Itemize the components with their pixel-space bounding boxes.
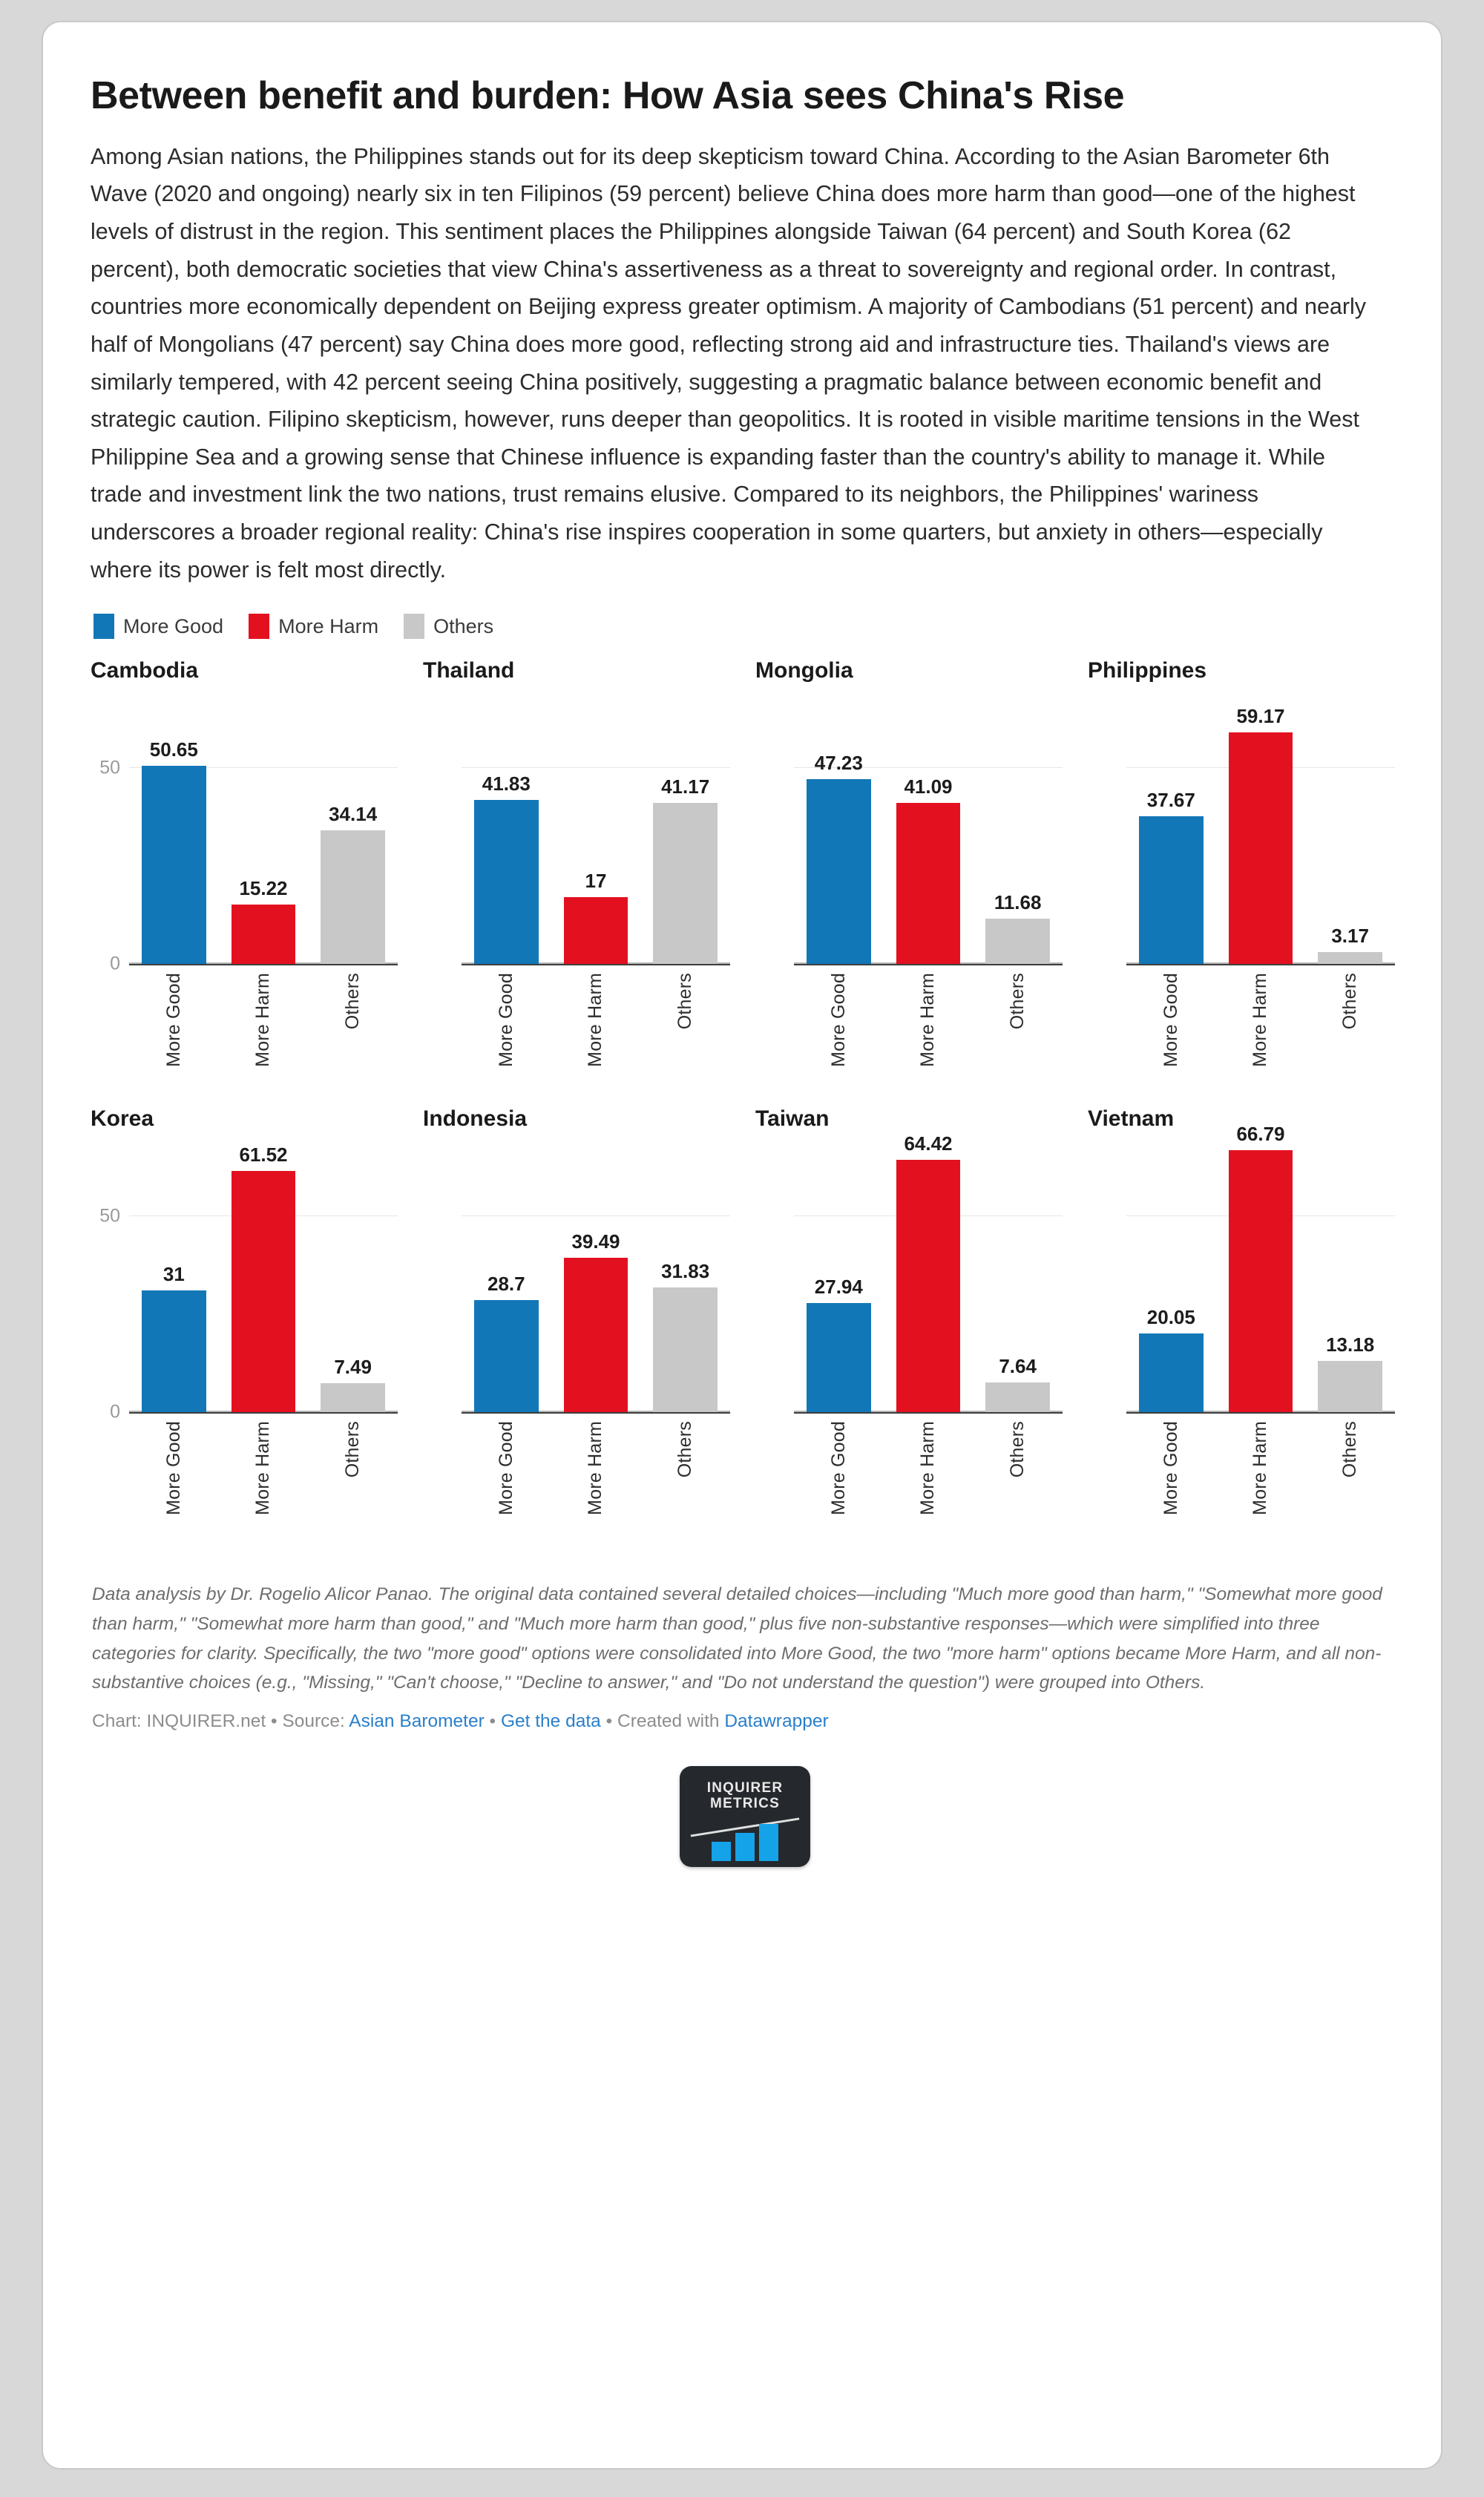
bar[interactable] bbox=[1139, 816, 1204, 964]
bar[interactable] bbox=[896, 1160, 961, 1413]
x-tick bbox=[1139, 973, 1204, 1099]
x-tick-label: More Good bbox=[1160, 1421, 1181, 1516]
x-tick bbox=[1229, 1421, 1293, 1547]
bar[interactable] bbox=[1318, 1361, 1382, 1413]
bar-value-label: 64.42 bbox=[904, 1132, 953, 1155]
x-axis bbox=[462, 1412, 730, 1547]
x-axis bbox=[129, 964, 398, 1099]
y-tick-label-0: 0 bbox=[110, 953, 120, 974]
x-tick-label: More Harm bbox=[585, 973, 606, 1068]
x-axis bbox=[1126, 1412, 1395, 1547]
legend-label: Others bbox=[433, 614, 494, 637]
chart-panel-philippines bbox=[1088, 658, 1398, 1099]
bar-column-more-good[interactable] bbox=[1139, 1138, 1204, 1412]
chart-panel-indonesia bbox=[423, 1106, 733, 1547]
bar-value-label: 39.49 bbox=[571, 1230, 620, 1253]
logo-bar-2 bbox=[735, 1833, 755, 1861]
footnote: Data analysis by Dr. Rogelio Alicor Panao. The original data contained several detailed choices—including "Much more good than harm," "Somewhat more good than harm," "Somewhat more harm than good," and "Much more harm than good," plus five non-substantive responses—which were simplified into three categories for clarity. Specifically, the two "more good" options were consolidated into More Good, the two "more harm" options became More Harm, and all non-substantive choices (e.g., "Missing," "Can't choose," "Decline to answer," and "Do not understand the question") were grouped into Others. bbox=[92, 1584, 1382, 1693]
credit-separator-2: • Created with bbox=[600, 1711, 725, 1732]
bar[interactable] bbox=[321, 830, 385, 964]
x-axis bbox=[794, 964, 1063, 1099]
logo-line-1: INQUIRER bbox=[706, 1780, 784, 1797]
x-tick-label: Others bbox=[342, 1421, 364, 1478]
x-tick-label: More Good bbox=[162, 1421, 184, 1516]
bar-column-more-good[interactable] bbox=[1139, 689, 1204, 964]
x-tick bbox=[321, 973, 385, 1099]
panel-title: Philippines bbox=[1088, 658, 1207, 683]
bar-column-others[interactable] bbox=[985, 1138, 1050, 1412]
x-tick bbox=[232, 973, 296, 1099]
legend-label: More Good bbox=[123, 614, 224, 637]
x-tick bbox=[985, 1421, 1050, 1547]
y-tick-label-50: 50 bbox=[99, 1205, 120, 1227]
x-tick-label: Others bbox=[1339, 973, 1361, 1030]
legend-swatch-icon bbox=[249, 614, 269, 639]
plot-area bbox=[462, 1138, 730, 1412]
legend-label: More Harm bbox=[278, 614, 379, 637]
bar-column-more-good[interactable] bbox=[474, 1138, 539, 1412]
bars-container bbox=[129, 1138, 398, 1412]
bar-value-label: 31.83 bbox=[661, 1260, 710, 1283]
bar-column-others[interactable] bbox=[321, 689, 385, 964]
bar-value-label: 20.05 bbox=[1146, 1306, 1195, 1329]
legend-item-more-harm[interactable] bbox=[249, 614, 378, 639]
bar-value-label: 47.23 bbox=[814, 751, 863, 774]
bar[interactable] bbox=[985, 1382, 1050, 1412]
x-tick-label: More Harm bbox=[917, 1421, 939, 1516]
datawrapper-link[interactable]: Datawrapper bbox=[724, 1711, 829, 1732]
logo-bar-1 bbox=[712, 1842, 731, 1861]
x-tick-label: Others bbox=[674, 1421, 696, 1478]
x-tick bbox=[474, 1421, 539, 1547]
bar-value-label: 41.09 bbox=[904, 775, 953, 798]
x-axis bbox=[1126, 964, 1395, 1099]
logo-line-2: METRICS bbox=[710, 1795, 780, 1811]
x-tick bbox=[1139, 1421, 1204, 1547]
plot-area bbox=[99, 1138, 398, 1423]
x-tick-label: Others bbox=[1007, 1421, 1028, 1478]
panel-title: Taiwan bbox=[755, 1106, 830, 1132]
panel-title: Korea bbox=[91, 1106, 154, 1132]
plot-area bbox=[1126, 1123, 1395, 1412]
bar[interactable] bbox=[653, 803, 718, 965]
bar-value-label: 37.67 bbox=[1146, 789, 1195, 812]
x-tick-label: Others bbox=[1007, 973, 1028, 1030]
x-tick bbox=[896, 973, 961, 1099]
x-tick-label: More Good bbox=[827, 973, 849, 1068]
bar-value-label: 17 bbox=[585, 870, 607, 893]
legend-swatch-icon bbox=[93, 614, 114, 639]
x-tick-label: More Good bbox=[495, 1421, 516, 1516]
chart-panel-taiwan bbox=[755, 1106, 1066, 1547]
bar-column-more-harm[interactable] bbox=[232, 689, 296, 964]
source-link[interactable]: Asian Barometer bbox=[349, 1711, 485, 1732]
inquirer-metrics-logo bbox=[680, 1766, 810, 1867]
x-tick bbox=[321, 1421, 385, 1547]
bar-column-more-harm[interactable] bbox=[896, 689, 961, 964]
logo-bar-chart-icon bbox=[680, 1818, 810, 1867]
bar-column-others[interactable] bbox=[1318, 1138, 1382, 1412]
bar[interactable] bbox=[142, 1290, 206, 1412]
legend bbox=[93, 614, 1398, 639]
panel-title: Mongolia bbox=[755, 658, 853, 683]
bar-column-others[interactable] bbox=[985, 689, 1050, 964]
x-axis bbox=[794, 1412, 1063, 1547]
bars-container bbox=[1126, 1123, 1395, 1412]
bar[interactable] bbox=[564, 1258, 628, 1413]
x-tick-label: Others bbox=[342, 973, 364, 1030]
x-tick bbox=[653, 973, 718, 1099]
bar-column-more-harm[interactable] bbox=[232, 1138, 296, 1412]
bar[interactable] bbox=[807, 1303, 871, 1413]
panel-title: Indonesia bbox=[423, 1106, 528, 1132]
chart-panel-cambodia bbox=[91, 658, 401, 1099]
bars-container bbox=[1126, 689, 1395, 964]
bar-column-more-good[interactable] bbox=[807, 1138, 871, 1412]
chart-panel-thailand bbox=[423, 658, 733, 1099]
credit-line bbox=[92, 1711, 1398, 1732]
bar[interactable] bbox=[321, 1383, 385, 1413]
bars-container bbox=[462, 689, 730, 964]
bar-column-more-harm[interactable] bbox=[1229, 1123, 1293, 1412]
bar[interactable] bbox=[985, 919, 1050, 965]
x-tick-label: More Harm bbox=[252, 973, 274, 1068]
x-tick-label: More Good bbox=[495, 973, 516, 1068]
chart-panel-korea bbox=[91, 1106, 401, 1547]
bars-container bbox=[794, 689, 1063, 964]
bar-column-others[interactable] bbox=[653, 689, 718, 964]
bars-container bbox=[794, 1132, 1063, 1412]
x-tick-label: More Harm bbox=[585, 1421, 606, 1516]
panel-title: Cambodia bbox=[91, 658, 199, 683]
bar[interactable] bbox=[1229, 1150, 1293, 1412]
y-tick-label-0: 0 bbox=[110, 1401, 120, 1423]
bar-column-more-good[interactable] bbox=[142, 689, 206, 964]
x-tick-label: More Harm bbox=[1250, 973, 1271, 1068]
chart-panel-mongolia bbox=[755, 658, 1066, 1099]
bar-column-more-harm[interactable] bbox=[564, 689, 628, 964]
x-tick bbox=[1318, 973, 1382, 1099]
x-tick-label: More Harm bbox=[917, 973, 939, 1068]
bar-value-label: 11.68 bbox=[994, 890, 1042, 913]
bar-value-label: 28.7 bbox=[487, 1272, 525, 1295]
bar[interactable] bbox=[564, 897, 628, 964]
x-tick bbox=[1229, 973, 1293, 1099]
bar-column-more-good[interactable] bbox=[474, 689, 539, 964]
bars-container bbox=[462, 1138, 730, 1412]
bar-value-label: 3.17 bbox=[1331, 924, 1369, 947]
bar-value-label: 50.65 bbox=[149, 738, 198, 761]
bar[interactable] bbox=[474, 800, 539, 964]
bar-column-more-harm[interactable] bbox=[896, 1132, 961, 1412]
x-tick-label: Others bbox=[1339, 1421, 1361, 1478]
x-axis bbox=[462, 964, 730, 1099]
bar-column-more-harm[interactable] bbox=[1229, 689, 1293, 964]
x-tick bbox=[142, 1421, 206, 1547]
legend-item-more-good[interactable] bbox=[93, 614, 223, 639]
x-tick bbox=[564, 973, 628, 1099]
bar-value-label: 27.94 bbox=[814, 1275, 863, 1298]
x-tick bbox=[807, 973, 871, 1099]
panel-title: Vietnam bbox=[1088, 1106, 1175, 1132]
bar-column-others[interactable] bbox=[321, 1138, 385, 1412]
x-tick-label: More Harm bbox=[252, 1421, 274, 1516]
y-tick-label-50: 50 bbox=[99, 757, 120, 778]
x-tick bbox=[564, 1421, 628, 1547]
chart-grid bbox=[91, 658, 1398, 1547]
bar[interactable] bbox=[896, 803, 961, 964]
x-tick bbox=[474, 973, 539, 1099]
bar-value-label: 13.18 bbox=[1326, 1333, 1375, 1356]
bar[interactable] bbox=[232, 1171, 296, 1412]
bar-column-others[interactable] bbox=[1318, 689, 1382, 964]
bar[interactable] bbox=[807, 779, 871, 965]
plot-area bbox=[462, 689, 730, 964]
credit-prefix: Chart: INQUIRER.net • Source: bbox=[92, 1711, 349, 1732]
bar[interactable] bbox=[653, 1287, 718, 1412]
x-axis bbox=[129, 1412, 398, 1547]
bar[interactable] bbox=[142, 766, 206, 965]
page-title: Between benefit and burden: How Asia sees China's Rise bbox=[91, 74, 1125, 117]
bar-value-label: 61.52 bbox=[239, 1143, 288, 1167]
get-the-data-link[interactable]: Get the data bbox=[500, 1711, 601, 1732]
plot-area bbox=[99, 689, 398, 974]
bar[interactable] bbox=[1139, 1333, 1204, 1412]
bar-column-others[interactable] bbox=[653, 1138, 718, 1412]
x-tick bbox=[653, 1421, 718, 1547]
x-tick bbox=[985, 973, 1050, 1099]
chart-panel-vietnam bbox=[1088, 1106, 1398, 1547]
bar-value-label: 15.22 bbox=[239, 876, 288, 899]
x-tick bbox=[1318, 1421, 1382, 1547]
x-tick-label: More Harm bbox=[1250, 1421, 1271, 1516]
bar-value-label: 34.14 bbox=[329, 802, 378, 825]
bar[interactable] bbox=[1318, 952, 1382, 965]
bar-value-label: 41.83 bbox=[482, 772, 531, 795]
bar-column-more-good[interactable] bbox=[142, 1138, 206, 1412]
bar-value-label: 31 bbox=[162, 1263, 185, 1286]
plot-area bbox=[1126, 689, 1395, 964]
bar-value-label: 7.64 bbox=[999, 1354, 1037, 1377]
x-tick-label: More Good bbox=[162, 973, 184, 1068]
legend-swatch-icon bbox=[404, 614, 424, 639]
plot-area bbox=[794, 689, 1063, 964]
bar-value-label: 59.17 bbox=[1236, 704, 1285, 727]
x-tick-label: Others bbox=[674, 973, 696, 1030]
credit-separator-1: • bbox=[484, 1711, 501, 1732]
bar[interactable] bbox=[474, 1300, 539, 1413]
bar[interactable] bbox=[232, 905, 296, 964]
bar-value-label: 66.79 bbox=[1236, 1123, 1285, 1146]
x-tick bbox=[896, 1421, 961, 1547]
chart-card bbox=[42, 21, 1442, 2470]
x-tick bbox=[142, 973, 206, 1099]
bars-container bbox=[129, 689, 398, 964]
x-tick bbox=[232, 1421, 296, 1547]
x-tick-label: More Good bbox=[1160, 973, 1181, 1068]
bar-column-more-harm[interactable] bbox=[564, 1138, 628, 1412]
bar-value-label: 7.49 bbox=[334, 1355, 372, 1378]
bar-column-more-good[interactable] bbox=[807, 689, 871, 964]
bar-value-label: 41.17 bbox=[661, 775, 710, 798]
x-tick-label: More Good bbox=[827, 1421, 849, 1516]
panel-title: Thailand bbox=[423, 658, 515, 683]
x-tick bbox=[807, 1421, 871, 1547]
footer bbox=[92, 1580, 1398, 1867]
logo-bar-3 bbox=[759, 1824, 778, 1861]
intro-paragraph: Among Asian nations, the Philippines stands out for its deep skepticism toward China. According to the Asian Barometer 6th Wave (2020 and ongoing) nearly six in ten Filipinos (59 percent) believe China does more harm than good—one of the highest levels of distrust in the region. This sentiment places the Philippines alongside Taiwan (64 percent) and South Korea (62 percent), both democratic societies that view China's assertiveness as a threat to sovereignty and regional order. In contrast, countries more economically dependent on Beijing express greater optimism. A majority of Cambodians (51 percent) and nearly half of Mongolians (47 percent) say China does more good, reflecting strong aid and infrastructure ties. Thailand's views are similarly tempered, with 42 percent seeing China positively, suggesting a pragmatic balance between economic benefit and strategic caution. Filipino skepticism, however, runs deeper than geopolitics. It is rooted in visible maritime tensions in the West Philippine Sea and a growing sense that Chinese influence is expanding faster than the country's ability to manage it. While trade and investment link the two nations, trust remains elusive. Compared to its neighbors, the Philippines' wariness underscores a broader regional reality: China's rise inspires cooperation in some quarters, but anxiety in others—especially where its power is felt most directly. bbox=[91, 143, 1367, 583]
logo-container bbox=[92, 1766, 1398, 1867]
plot-area bbox=[794, 1132, 1063, 1412]
legend-item-others[interactable] bbox=[404, 614, 493, 639]
bar[interactable] bbox=[1229, 732, 1293, 965]
